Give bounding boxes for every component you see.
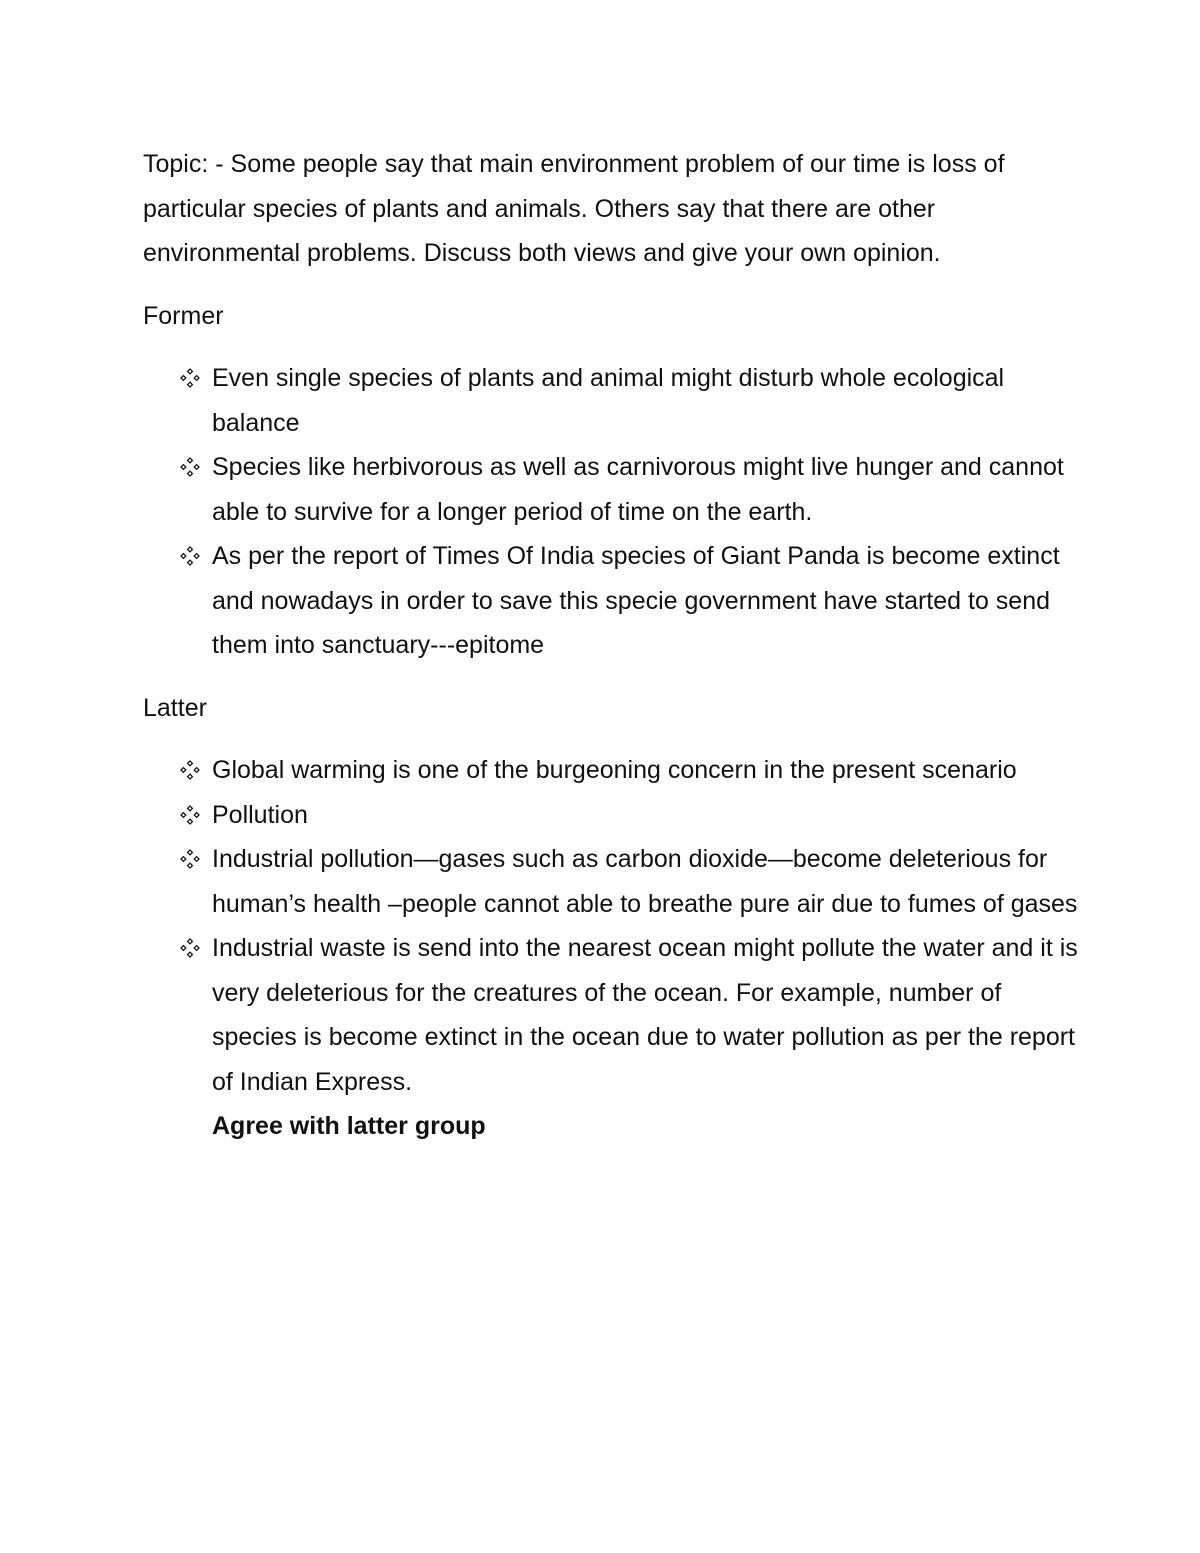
former-item-1-text: Even single species of plants and animal might disturb whole ecological balance [212,364,1005,437]
four-diamond-bullet-icon [177,793,203,838]
latter-heading: Latter [143,693,207,722]
latter-item-3 [143,837,1078,926]
former-item-2-text: Species like herbivorous as well as carnivorous might live hunger and cannot able to survive for a longer period of time on the earth. [212,453,1064,526]
latter-item-1 [143,748,1078,793]
four-diamond-bullet-icon [177,926,203,971]
four-diamond-bullet-icon [177,445,203,490]
latter-item-3-text: Industrial pollution—gases such as carbon dioxide—become deleterious for human’s health –people cannot able to breathe pure air due to fumes of gases [212,845,1078,918]
former-item-3-text: As per the report of Times Of India species of Giant Panda is become extinct and nowadays in order to save this specie government have started to send them into sanctuary---epitome [212,542,1060,659]
four-diamond-bullet-icon [177,837,203,882]
latter-item-2 [143,793,1078,838]
four-diamond-bullet-icon [177,534,203,579]
latter-item-1-text: Global warming is one of the burgeoning concern in the present scenario [212,756,1017,784]
conclusion-text: Agree with latter group [212,1112,486,1140]
latter-item-4 [143,926,1078,1104]
latter-item-4-text: Industrial waste is send into the nearest ocean might pollute the water and it is very deleterious for the creatures of the ocean. For example, number of species is become extinct in the ocean due to water pollution as per the report of Indian Express. [212,934,1078,1096]
former-item-1 [143,356,1078,445]
former-list [143,356,1078,668]
latter-item-2-text: Pollution [212,800,308,829]
former-item-2 [143,445,1078,534]
four-diamond-bullet-icon [177,748,203,793]
four-diamond-bullet-icon [177,356,203,401]
document-content [143,142,1078,1149]
former-item-3 [143,534,1078,668]
latter-list [143,748,1078,1104]
topic-paragraph: Topic: - Some people say that main environment problem of our time is loss of particular species of plants and animals. Others say that there are other environmental problems. Discuss both views and give your own opinion. [143,150,1005,267]
former-heading: Former [143,301,224,330]
